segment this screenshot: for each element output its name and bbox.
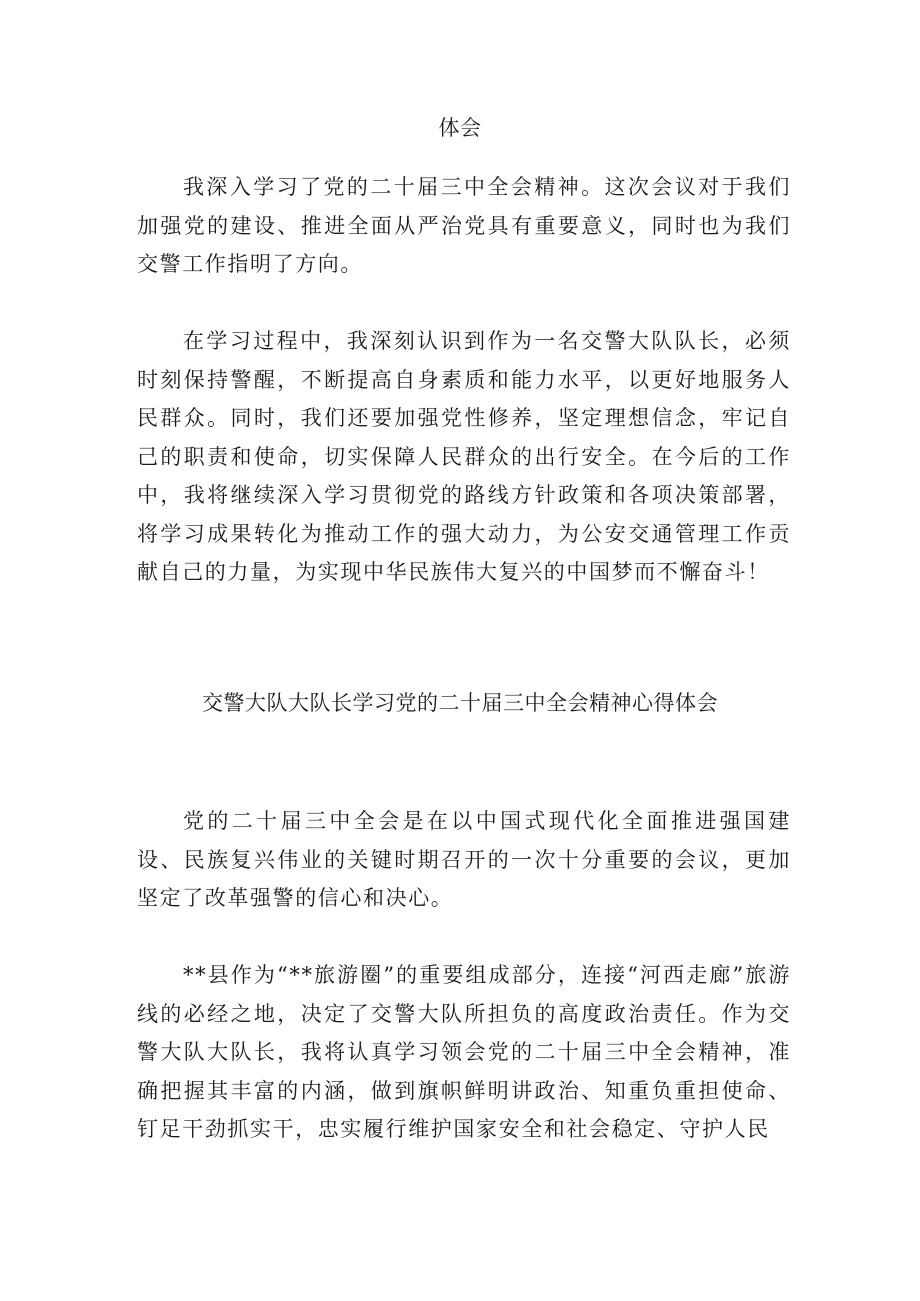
- section-1-paragraph-2: 在学习过程中，我深刻认识到作为一名交警大队队长，必须时刻保持警醒，不断提高自身素质和能力水平，以更好地服务人民群众。同时，我们还要加强党性修养，坚定理想信念，牢记自己的职责和使命，切实保障人民群众的出行安全。在今后的工作中，我将继续深入学习贯彻党的路线方针政策和各项决策部署，将学习成果转化为推动工作的强大动力，为公安交通管理工作贡献自己的力量，为实现中华民族伟大复兴的中国梦而不懈奋斗！: [137, 329, 791, 584]
- section-2-paragraph-2: **县作为“**旅游圈”的重要组成部分，连接“河西走廊”旅游线的必经之地，决定了交警大队所担负的高度政治责任。作为交警大队大队长，我将认真学习领会党的二十届三中全会精神，准确把握其丰富的内涵，做到旗帜鲜明讲政治、知重负重担使命、钉足干劲抓实干，忠实履行维护国家安全和社会稳定、守护人民: [137, 963, 791, 1141]
- section-1-title-continuation: 体会: [438, 116, 482, 140]
- section-1-paragraph-1: 我深入学习了党的二十届三中全会精神。这次会议对于我们加强党的建设、推进全面从严治党具有重要意义，同时也为我们交警工作指明了方向。: [137, 175, 791, 276]
- section-2-title: 交警大队大队长学习党的二十届三中全会精神心得体会: [202, 691, 718, 715]
- section-2-paragraph-1: 党的二十届三中全会是在以中国式现代化全面推进强国建设、民族复兴伟业的关键时期召开的一次十分重要的会议，更加坚定了改革强警的信心和决心。: [137, 809, 791, 910]
